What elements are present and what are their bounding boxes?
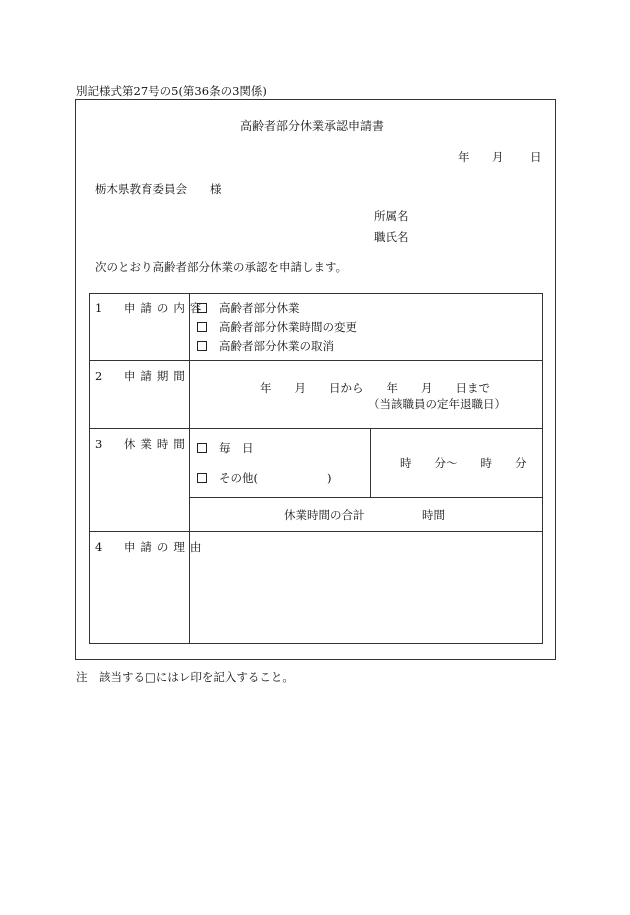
option-checkbox[interactable]: [197, 303, 207, 313]
hours-option-daily: [197, 443, 254, 455]
date-month: 月: [492, 150, 504, 164]
period-note: （当該職員の定年退職日）: [368, 397, 506, 411]
affiliation-label: 所属名: [374, 209, 409, 223]
hours-column-divider: [370, 428, 371, 497]
row-label-period: 2 申請期間: [95, 369, 190, 383]
option-row: [197, 303, 300, 315]
option-label: 高齢者部分休業: [219, 301, 300, 315]
option-row: [197, 322, 357, 334]
period-dates: 年 月 日から 年 月 日まで: [260, 381, 490, 395]
option-row: [197, 341, 334, 353]
time-range: 時 分～ 時 分: [400, 456, 527, 470]
name-label: 職氏名: [374, 230, 409, 244]
form-number: 別記様式第27号の5(第36条の3関係): [76, 84, 267, 98]
date-year: 年: [458, 150, 470, 164]
row-divider: [89, 531, 543, 532]
row-divider: [189, 497, 543, 498]
hours-option-other: [197, 473, 331, 485]
footnote: 注 該当する□にはレ印を記入すること。: [76, 670, 294, 684]
option-label: 毎 日: [219, 441, 254, 455]
form-title: 高齢者部分休業承認申請書: [240, 119, 385, 133]
option-checkbox[interactable]: [197, 322, 207, 332]
option-label: その他( ): [219, 471, 332, 485]
row-divider: [89, 360, 543, 361]
label-column-divider: [189, 293, 190, 644]
row-label-hours: 3 休業時間: [95, 437, 190, 451]
row-divider: [89, 428, 543, 429]
option-checkbox[interactable]: [197, 473, 207, 483]
row-label-content: 1 申請の内容: [95, 301, 207, 315]
addressee: 栃木県教育委員会 様: [95, 182, 222, 196]
option-label: 高齢者部分休業の取消: [219, 339, 334, 353]
option-checkbox[interactable]: [197, 443, 207, 453]
row-label-reason: 4 申請の理由: [95, 540, 207, 554]
option-checkbox[interactable]: [197, 341, 207, 351]
option-label: 高齢者部分休業時間の変更: [219, 320, 357, 334]
date-day: 日: [530, 150, 542, 164]
total-hours: 休業時間の合計 時間: [284, 508, 445, 522]
intro-text: 次のとおり高齢者部分休業の承認を申請します。: [95, 260, 348, 274]
